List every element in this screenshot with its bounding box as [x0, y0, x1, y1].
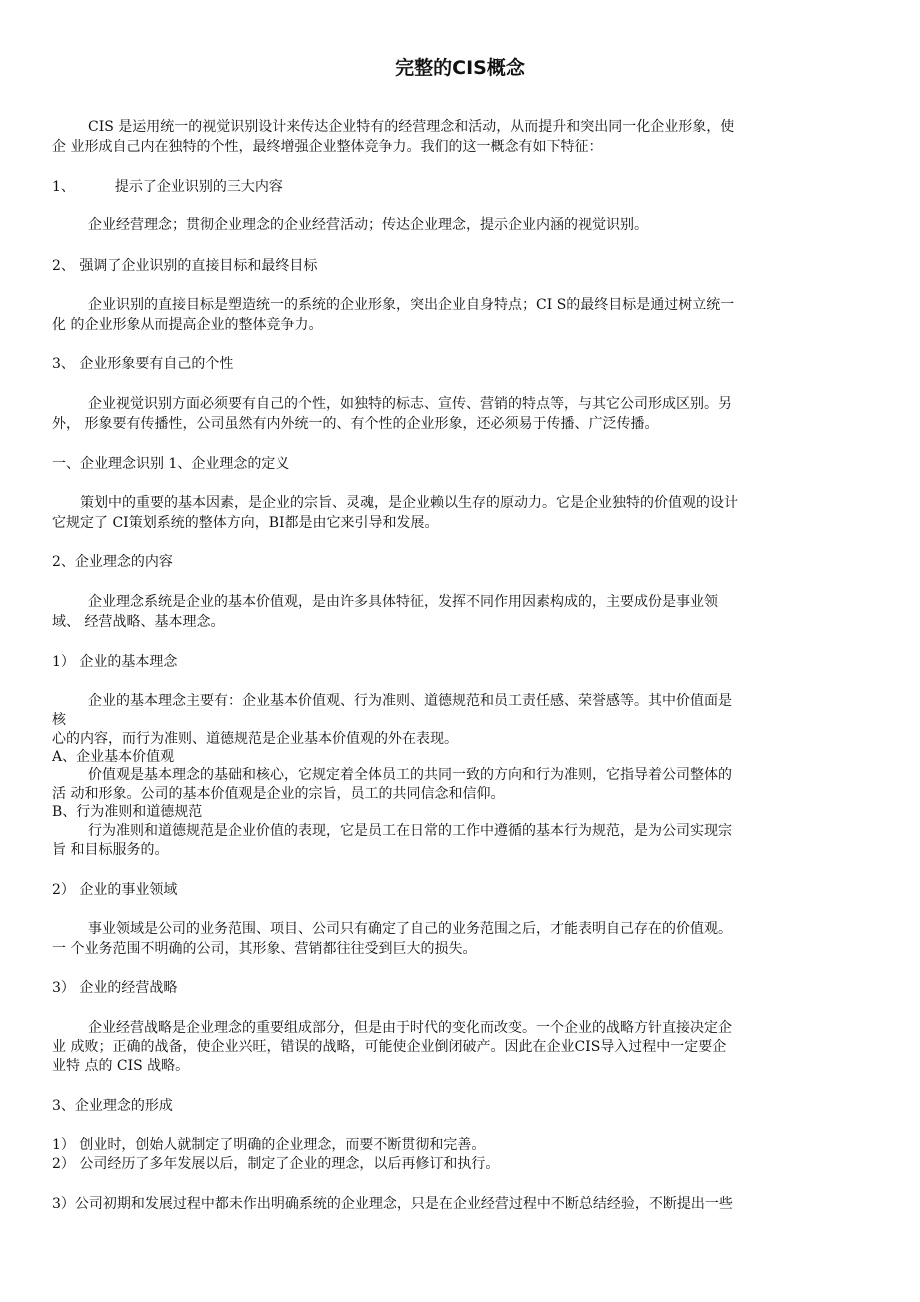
section-heading: 3、 企业形象要有自己的个性 — [52, 356, 234, 372]
paragraph-line: 活 动和形象。公司的基本价值观是企业的宗旨，员工的共同信念和信仰。 — [52, 786, 505, 802]
section-heading: 2） 企业的事业领域 — [52, 882, 178, 898]
paragraph-line: 事业领域是公司的业务范围、项目、公司只有确定了自己的业务范围之后，才能表明自己存在的价值观。 — [88, 921, 732, 937]
paragraph-line: 企业的基本理念主要有：企业基本价值观、行为准则、道德规范和员工责任感、荣誉感等。其中价值面是 — [88, 693, 732, 709]
paragraph-line: 域、 经营战略、基本理念。 — [52, 614, 225, 630]
section-heading: 3、企业理念的形成 — [52, 1098, 173, 1114]
paragraph-line: CIS 是运用统一的视觉识别设计来传达企业特有的经营理念和活动，从而提升和突出同一化企业形象，使 — [88, 119, 735, 135]
paragraph-line: 策划中的重要的基本因素，是企业的宗旨、灵魂，是企业赖以生存的原动力。它是企业独特的价值观的设计 — [80, 495, 738, 511]
paragraph-line: 心的内容，而行为准则、道德规范是企业基本价值观的外在表现。 — [52, 731, 458, 747]
paragraph-line: 核 — [52, 712, 66, 728]
list-item: 3）公司初期和发展过程中都未作出明确系统的企业理念，只是在企业经营过程中不断总结经验，不断提出一些 — [52, 1196, 733, 1212]
paragraph-line: 行为准则和道德规范是企业价值的表现，它是员工在日常的工作中遵循的基本行为规范，是为公司实现宗 — [88, 823, 732, 839]
subsection-heading: A、企业基本价值观 — [52, 749, 175, 765]
paragraph-line: 它规定了 CI策划系统的整体方向，BI都是由它来引导和发展。 — [52, 515, 439, 531]
section-heading: 2、企业理念的内容 — [52, 554, 173, 570]
document-title: 完整的CIS概念 — [395, 57, 525, 79]
section-heading: 2、 强调了企业识别的直接目标和最终目标 — [52, 258, 318, 274]
paragraph-line: 业特 点的 CIS 战略。 — [52, 1058, 190, 1074]
section-heading: 一、企业理念识别 1、企业理念的定义 — [52, 456, 290, 472]
heading-number: 1、 — [52, 179, 75, 195]
paragraph-line: 企 业形成自己内在独特的个性，最终增强企业整体竞争力。我们的这一概念有如下特征： — [52, 139, 603, 155]
section-heading — [52, 177, 864, 197]
section-heading: 1） 企业的基本理念 — [52, 654, 178, 670]
paragraph-line: 旨 和目标服务的。 — [52, 842, 169, 858]
paragraph-line: 企业经营战略是企业理念的重要组成部分，但是由于时代的变化而改变。一个企业的战略方针直接决定企 — [88, 1020, 732, 1036]
paragraph-line: 价值观是基本理念的基础和核心，它规定着全体员工的共同一致的方向和行为准则，它指导着公司整体的 — [88, 767, 732, 783]
paragraph-line: 一 个业务范围不明确的公司，其形象、营销都往往受到巨大的损失。 — [52, 941, 477, 957]
paragraph-line: 企业视觉识别方面必须要有自己的个性，如独特的标志、宣传、营销的特点等，与其它公司形成区别。另 — [88, 396, 732, 412]
paragraph-line: 业 成败；正确的战备，使企业兴旺，错误的战略，可能使企业倒闭破产。因此在企业CIS导入过程中一定要企 — [52, 1039, 727, 1055]
paragraph-line: 企业经营理念；贯彻企业理念的企业经营活动；传达企业理念，提示企业内涵的视觉识别。 — [88, 217, 648, 233]
paragraph-line: 化 的企业形象从而提高企业的整体竞争力。 — [52, 317, 323, 333]
paragraph-line: 外， 形象要有传播性，公司虽然有内外统一的、有个性的企业形象，还必须易于传播、广泛传播。 — [52, 416, 659, 432]
subsection-heading: B、行为准则和道德规范 — [52, 804, 203, 820]
paragraph-line: 企业识别的直接目标是塑造统一的系统的企业形象，突出企业自身特点；CI S的最终目标是通过树立统一 — [88, 297, 735, 313]
paragraph-line: 企业理念系统是企业的基本价值观，是由许多具体特征，发挥不同作用因素构成的，主要成份是事业领 — [88, 594, 718, 610]
list-item: 2） 公司经历了多年发展以后，制定了企业的理念，以后再修订和执行。 — [52, 1156, 500, 1172]
list-item: 1） 创业时，创始人就制定了明确的企业理念，而要不断贯彻和完善。 — [52, 1137, 486, 1153]
section-heading: 3） 企业的经营战略 — [52, 980, 178, 996]
heading-text: 提示了企业识别的三大内容 — [114, 179, 283, 195]
